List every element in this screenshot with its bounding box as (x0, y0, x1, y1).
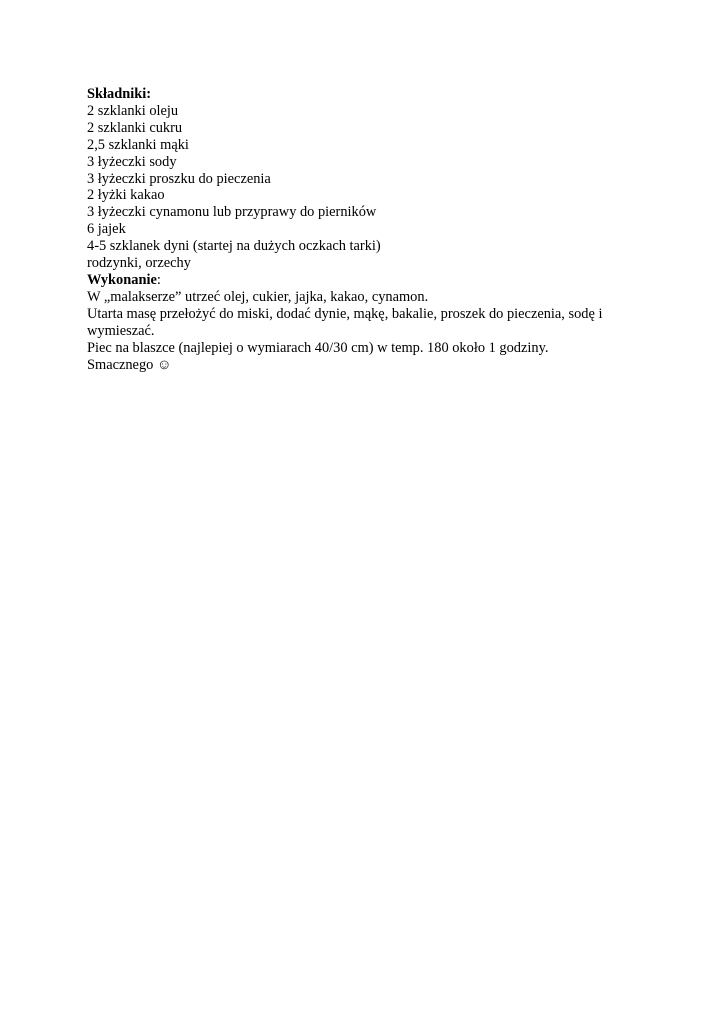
ingredient-item: 3 łyżeczki proszku do pieczenia (87, 170, 271, 187)
method-step: Piec na blaszce (najlepiej o wymiarach 40/30 cm) w temp. 180 około 1 godziny. (87, 339, 549, 356)
ingredient-item: 2 szklanki cukru (87, 119, 183, 136)
ingredient-item: 4-5 szklanek dyni (startej na dużych oczkach tarki) (87, 238, 381, 255)
method-heading-colon: : (156, 271, 161, 288)
ingredient-item: 2,5 szklanki mąki (87, 136, 189, 153)
method-step: W „malakserze” utrzeć olej, cukier, jajka, kakao, cynamon. (87, 288, 429, 305)
ingredient-item: 2 łyżki kakao (87, 187, 165, 204)
ingredient-item: 3 łyżeczki sody (87, 153, 177, 170)
method-heading-line (87, 272, 637, 289)
ingredient-item: 2 szklanki oleju (87, 102, 179, 119)
recipe-text (87, 86, 637, 373)
method-heading: Wykonanie (87, 271, 157, 288)
closing-line: Smacznego ☺ (87, 356, 172, 373)
ingredients-heading: Składniki: (87, 86, 151, 102)
ingredient-item: 6 jajek (87, 221, 126, 238)
ingredient-item: 3 łyżeczki cynamonu lub przyprawy do pierników (87, 204, 377, 221)
ingredient-item: rodzynki, orzechy (87, 255, 191, 272)
method-step: Utarta masę przełożyć do miski, dodać dynie, mąkę, bakalie, proszek do pieczenia, sodę i wymieszać. (87, 305, 603, 339)
